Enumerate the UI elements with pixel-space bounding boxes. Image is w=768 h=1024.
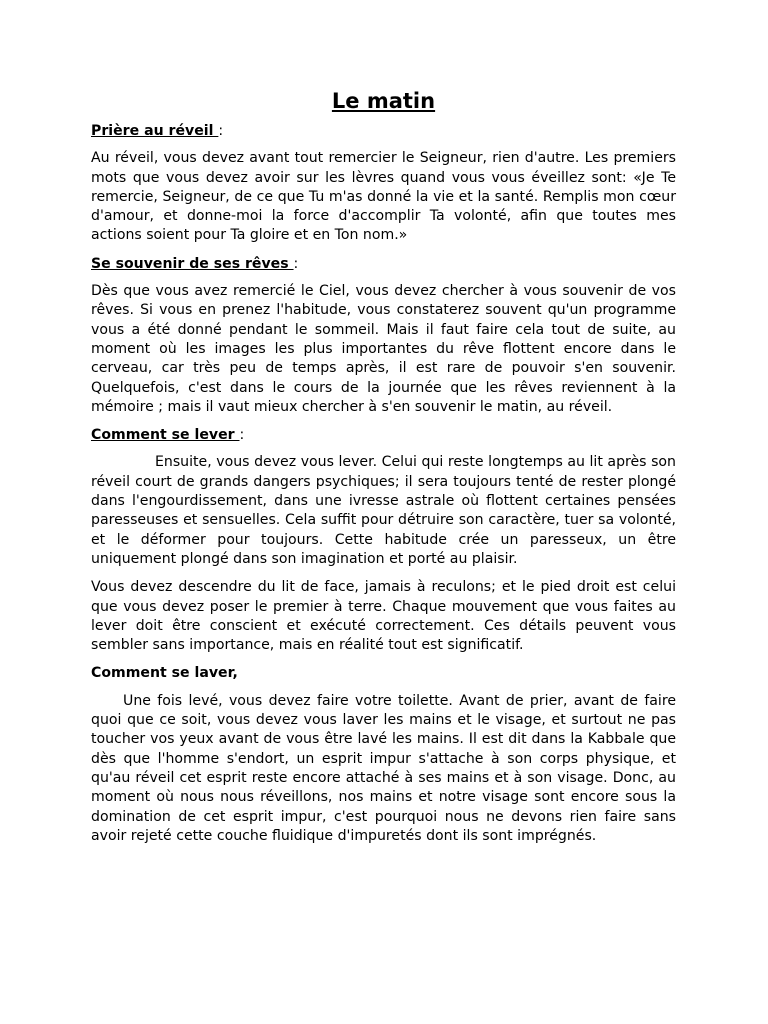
- section-heading-priere: [91, 122, 676, 141]
- section-heading-lever: [91, 426, 676, 445]
- section-heading-laver: [91, 664, 676, 683]
- paragraph-priere: Au réveil, vous devez avant tout remercier le Seigneur, rien d'autre. Les premiers mots que vous devez avoir sur les lèvres quand vous vous éveillez sont: «Je Te remercie, Seigneur, de ce que Tu m'as donné la vie et la santé. Remplis mon cœur d'amour, et donne-moi la force d'accomplir Ta volonté, afin que toutes mes actions soient pour Ta gloire et en Ton nom.»: [91, 150, 676, 244]
- section-heading-reves: [91, 255, 676, 274]
- section-heading-suffix: :: [218, 123, 224, 139]
- paragraph-lever-1: Ensuite, vous devez vous lever. Celui qui reste longtemps au lit après son réveil court de grands dangers psychiques; il sera toujours tenté de rester plongé dans l'engourdissement, dans une ivresse astrale où flottent certaines pensées paresseuses et sensuelles. Cela suffit pour détruire son caractère, tuer sa volonté, et le déformer pour toujours. Cette habitude crée un paresseux, un être uniquement plongé dans son imagination et porté au plaisir.: [91, 454, 676, 567]
- section-heading-suffix: :: [239, 427, 245, 444]
- section-heading-text: Prière au réveil: [91, 123, 219, 139]
- section-heading-suffix: :: [293, 255, 299, 272]
- page-title: Le matin: [331, 89, 436, 113]
- section-heading-text: Comment se lever: [91, 427, 240, 444]
- section-heading-text: Comment se laver,: [91, 665, 238, 682]
- document-page: [91, 86, 676, 855]
- paragraph-lever-2: Vous devez descendre du lit de face, jamais à reculons; et le pied droit est celui que vous devez poser le premier à terre. Chaque mouvement que vous faites au lever doit être conscient et exécuté correctement. Ces détails peuvent vous sembler sans importance, mais en réalité tout est significatif.: [91, 579, 676, 654]
- paragraph-reves: Dès que vous avez remercié le Ciel, vous devez chercher à vous souvenir de vos rêves. Si vous en prenez l'habitude, vous constaterez souvent qu'un programme vous a été donné pendant le sommeil. Mais il faut faire cela tout de suite, au moment où les images les plus importantes du rêve flottent encore dans le cerveau, car très peu de temps après, il est rare de pouvoir s'en souvenir. Quelquefois, c'est dans le cours de la journée que les rêves reviennent à la mémoire ; mais il vaut mieux chercher à s'en souvenir le matin, au réveil.: [91, 283, 676, 415]
- section-heading-text: Se souvenir de ses rêves: [91, 255, 294, 272]
- paragraph-laver: Une fois levé, vous devez faire votre toilette. Avant de prier, avant de faire quoi que ce soit, vous devez vous laver les mains et le visage, et surtout ne pas toucher vos yeux avant de vous être lavé les mains. Il est dit dans la Kabbale que dès que l'homme s'endort, un esprit impur s'attache à son corps physique, et qu'au réveil cet esprit reste encore attaché à ses mains et à son visage. Donc, au moment où nous nous réveillons, nos mains et notre visage sont encore sous la domination de cet esprit impur, c'est pourquoi nous ne devons rien faire sans avoir rejeté cette couche fluidique d'impuretés dont ils sont imprégnés.: [91, 692, 676, 844]
